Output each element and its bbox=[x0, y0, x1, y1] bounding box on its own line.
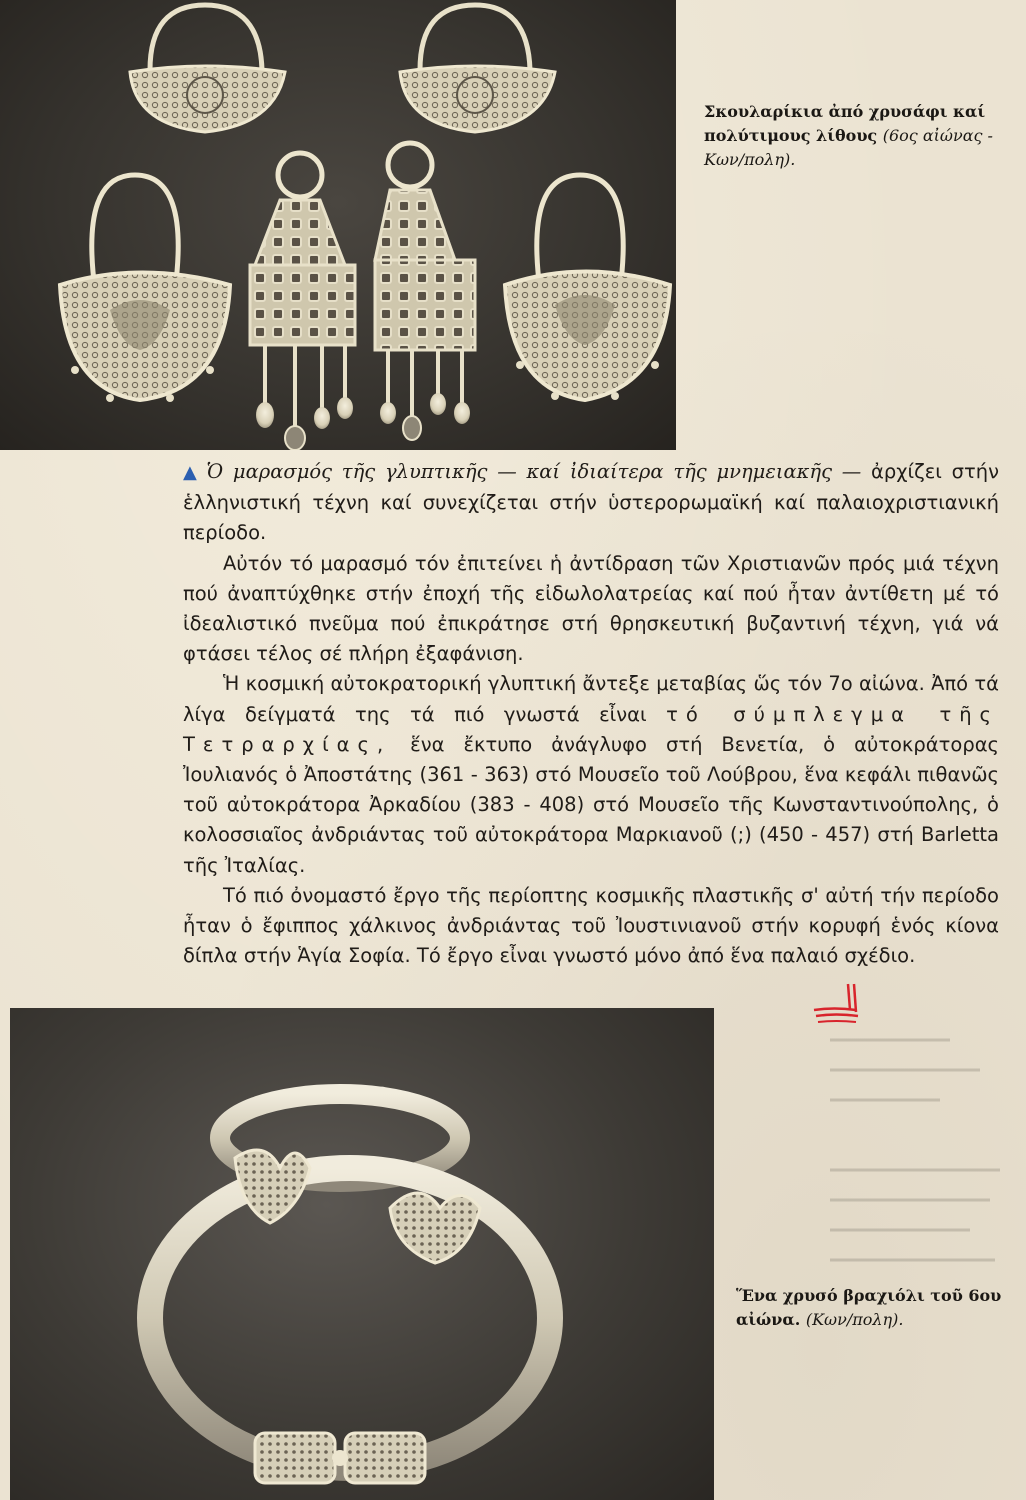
earring-pendant-left bbox=[250, 153, 355, 450]
heart-terminal-right bbox=[390, 1193, 480, 1263]
earring-right-hoop bbox=[505, 175, 670, 400]
earring-left-hoop bbox=[60, 175, 230, 402]
paragraph-4: Τό πιό ὀνομαστό ἔργο τῆς περίοπτης κοσμικῆς πλαστικῆς σ' αὐτή τήν περίοδο ἦταν ὁ ἔφιππος χάλκινος ἀνδριάντας τοῦ Ἰουστινιανοῦ στήν κορυφή ἑνός κίονα δίπλα στήν Ἁγία Σοφία. Τό ἔργο εἶναι γνωστό μόνο ἀπό ἕνα παλαιό σχέδιο. bbox=[183, 883, 999, 968]
earrings-photo bbox=[0, 0, 676, 450]
paragraph-3-end: ἕνα ἔκτυπο ἀνάγλυφο στή Βενετία, ὁ αὐτοκράτορας Ἰουλιανός ὁ Ἀποστάτης (361 - 363) στό Μουσεῖο τοῦ Λούβρου, ἕνα κεφάλι πιθανῶς τοῦ αὐτοκράτορα Ἀρκαδίου (383 - 408) στό Μουσεῖο τῆς Κωνσταντινούπολης, ὁ κολοσσιαῖος ἀνδριάντας τοῦ αὐτοκράτορα Μαρκιανοῦ (;) (450 - 457) στή Barletta τῆς Ἰταλίας. bbox=[183, 732, 999, 877]
earring-top-left bbox=[130, 5, 285, 132]
earring-top-right bbox=[400, 5, 555, 132]
heart-terminal-left bbox=[235, 1150, 310, 1223]
bleed-through-texture bbox=[830, 1030, 1010, 1270]
bracelet-caption bbox=[736, 1284, 1006, 1332]
bracelet-hoop bbox=[150, 1168, 550, 1468]
bracelet-photo bbox=[10, 1008, 714, 1500]
earrings-caption bbox=[704, 100, 1004, 172]
paragraph-1-lead: Ὁ μαρασμός τῆς γλυπτικῆς — καί ἰδιαίτερα τῆς μνημειακῆς — bbox=[206, 460, 862, 483]
bracelet-caption-title: Ἕνα χρυσό βραχιόλι τοῦ 6ου αἰώνα. bbox=[736, 1286, 1002, 1329]
paragraph-2: Αὐτόν τό μαρασμό τόν ἐπιτείνει ἡ ἀντίδραση τῶν Χριστιανῶν πρός μιά τέχνη πού ἀναπτύχθηκε στήν ἐποχή τῆς εἰδωλολατρείας καί πού ἦταν ἀντίθετη μέ τό ἰδεαλιστικό πνεῦμα πού ἐπικράτησε στή θρησκευτική βυζαντινή τέχνη, γιά νά φτάσει τέλος σέ πλήρη ἐξαφάνιση. bbox=[183, 551, 999, 666]
paragraph-3 bbox=[183, 669, 999, 880]
triangle-up-icon: ▲ bbox=[183, 462, 201, 483]
paragraph-1 bbox=[183, 457, 999, 549]
paragraph-3-emphasis: τό σύμπλεγμα τῆς Τετραρχίας, bbox=[183, 702, 999, 756]
bracelet-caption-place: (Κων/πολη). bbox=[805, 1310, 904, 1329]
earrings-caption-date: (6ος αἰώνας - Κων/πολη). bbox=[704, 126, 993, 169]
red-pen-mark-icon bbox=[806, 980, 866, 1030]
paragraph-1-rest: ἀρχίζει στήν ἑλληνιστική τέχνη καί συνεχίζεται στήν ὑστερορωμαϊκή καί παλαιοχριστιανική περίοδο. bbox=[183, 460, 1000, 545]
bracelet-illustration bbox=[10, 1008, 714, 1500]
earrings-caption-title: Σκουλαρίκια ἀπό χρυσάφι καί πολύτιμους λίθους bbox=[704, 102, 986, 145]
paragraph-3-start: Ἡ κοσμική αὐτοκρατορική γλυπτική ἄντεξε μεταβίας ὥς τόν 7ο αἰώνα. Ἀπό τά λίγα δείγματά της τά πιό γνωστά εἶναι bbox=[183, 672, 999, 726]
earring-pendant-right bbox=[375, 143, 475, 440]
earrings-illustration bbox=[0, 0, 676, 450]
article-body bbox=[183, 457, 999, 971]
